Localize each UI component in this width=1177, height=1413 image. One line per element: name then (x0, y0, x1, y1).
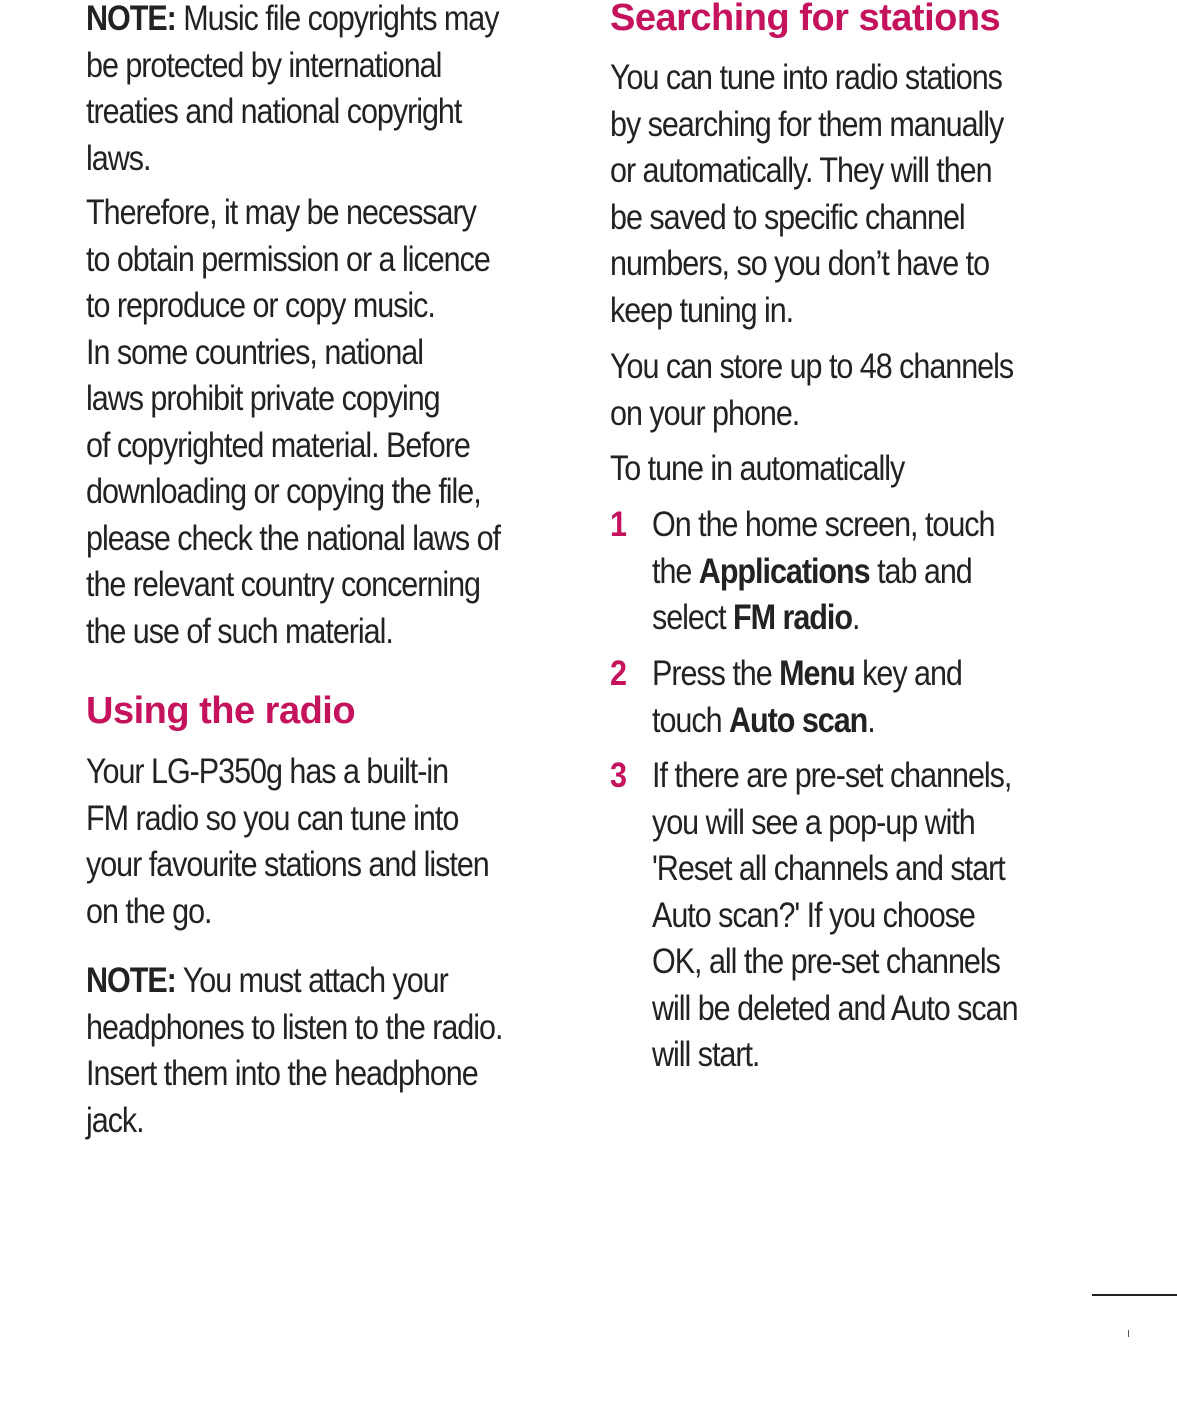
step-line: you will see a pop-up with (652, 801, 975, 842)
paragraph-line: You can store up to 48 channels (610, 346, 1014, 386)
step-line: If there are pre-set channels, (652, 755, 1012, 795)
auto-scan-label: Auto scan (728, 699, 868, 740)
paragraph-permission (86, 189, 585, 654)
paragraph-line: or automatically. They will then (610, 150, 992, 190)
step-line: . (851, 597, 860, 637)
paragraph-tune-automatically (610, 445, 1129, 492)
paragraph-line: your favourite stations and listen (86, 844, 489, 884)
step-text (652, 501, 1129, 641)
paragraph-tune-intro (610, 54, 1129, 333)
paragraph-line: of copyrighted material. Before (86, 424, 470, 465)
step-text (652, 752, 1129, 1078)
note-headphones (86, 957, 585, 1143)
paragraph-line: numbers, so you don’t have to (610, 243, 990, 283)
paragraph-line: FM radio so you can tune into (86, 797, 459, 838)
paragraph-line: to reproduce or copy music. (86, 285, 435, 325)
paragraph-line: the relevant country concerning (86, 564, 480, 604)
paragraph-line: In some countries, national (86, 331, 424, 372)
step-line: will be deleted and Auto scan (652, 987, 1018, 1028)
note-label: NOTE: (86, 960, 176, 1000)
step-number: 2 (610, 653, 627, 693)
fm-radio-label: FM radio (733, 597, 852, 637)
paragraph-line: Therefore, it may be necessary (86, 192, 476, 232)
menu-key-label: Menu (779, 653, 855, 693)
paragraph-line: laws prohibit private copying (86, 378, 440, 418)
note-text: be protected by international (86, 44, 442, 85)
step-1 (610, 501, 1130, 641)
note-text: treaties and national copyright (86, 91, 462, 131)
step-line: . (867, 699, 875, 740)
note-text: Insert them into the headphone (86, 1053, 478, 1093)
step-line: key and (854, 653, 962, 693)
note-text: laws. (86, 137, 151, 178)
step-3 (610, 752, 1130, 1078)
note-text: You must attach your (175, 960, 448, 1000)
paragraph-line: please check the national laws of (86, 517, 500, 558)
step-line: tab and (869, 550, 972, 591)
step-number: 3 (610, 755, 627, 795)
step-line: Auto scan?' If you choose (652, 894, 975, 935)
paragraph-line: be saved to specific channel (610, 196, 965, 237)
step-line: Press the (652, 653, 780, 693)
note-label: NOTE: (86, 0, 176, 38)
footer-divider (1092, 1294, 1177, 1296)
paragraph-line: to obtain permission or a licence (86, 238, 490, 279)
step-line: 'Reset all channels and start (652, 848, 1005, 888)
section-heading-using-radio: Using the radio (86, 690, 356, 732)
paragraph-line: keep tuning in. (610, 289, 794, 330)
paragraph-line: Your LG-P350g has a built-in (86, 751, 449, 791)
page-edge-mark (1128, 1330, 1129, 1337)
paragraph-line: the use of such material. (86, 610, 393, 651)
step-text (652, 650, 1129, 743)
note-text: jack. (86, 1099, 144, 1140)
step-2 (610, 650, 1130, 743)
step-line: the (652, 550, 699, 591)
paragraph-line: To tune in automatically (610, 448, 905, 488)
paragraph-line: You can tune into radio stations (610, 57, 1002, 97)
paragraph-line: downloading or copying the file, (86, 471, 481, 511)
step-line: select (652, 597, 734, 637)
note-text: headphones to listen to the radio. (86, 1006, 503, 1047)
section-heading-searching-stations: Searching for stations (610, 0, 1001, 39)
step-line: will start. (652, 1034, 760, 1074)
paragraph-line: by searching for them manually (610, 103, 1004, 144)
paragraph-radio-intro (86, 748, 585, 934)
step-line: On the home screen, touch (652, 504, 995, 544)
note-copyright (86, 0, 585, 181)
step-line: touch (652, 699, 729, 740)
paragraph-store-channels (610, 343, 1129, 436)
step-line: OK, all the pre-set channels (652, 941, 1000, 981)
paragraph-line: on the go. (86, 890, 212, 931)
paragraph-line: on your phone. (610, 392, 800, 433)
applications-tab-label: Applications (698, 550, 870, 591)
note-text: Music file copyrights may (175, 0, 499, 38)
step-number: 1 (610, 504, 627, 544)
